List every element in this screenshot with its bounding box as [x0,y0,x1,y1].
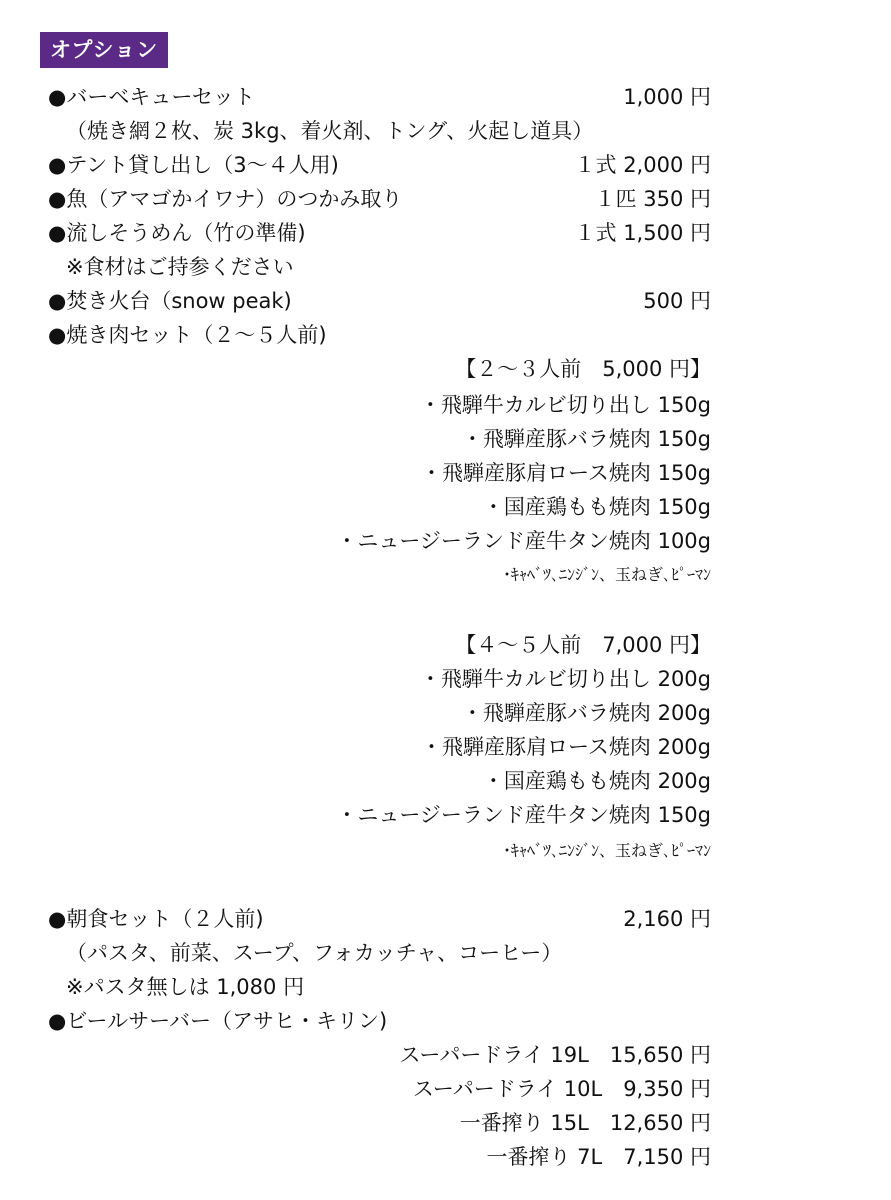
beer-option: 一番搾り 15L 12,650 円 [459,1111,711,1135]
item-fish-label: ●魚（アマゴかイワナ）のつかみ取り [48,187,403,211]
yakiniku-large-line: ・国産鶏もも焼肉 200g [482,769,711,793]
beer-label: ●ビールサーバー（アサヒ・キリン) [48,1009,388,1033]
item-yakiniku-label: ●焼き肉セット（２〜５人前) [48,323,327,347]
yakiniku-large-line: ・飛騨牛カルビ切り出し 200g [419,667,711,691]
item-bbq-label: ●バーベキューセット [48,85,255,109]
beer-option: スーパードライ 19L 15,650 円 [399,1043,711,1067]
item-somen-label: ●流しそうめん（竹の準備) [48,221,306,245]
item-tent-price: １式 2,000 円 [574,153,711,177]
breakfast-price: 2,160 円 [623,907,711,931]
breakfast-note-alt: ※パスタ無しは 1,080 円 [66,975,305,999]
item-tent-label: ●テント貸し出し（3〜４人用) [48,153,339,177]
item-somen-price: １式 1,500 円 [574,221,711,245]
item-bbq-note: （焼き網２枚、炭 3kg、着火剤、トング、火起し道具） [66,119,594,143]
yakiniku-small-line: ・飛騨牛カルビ切り出し 150g [419,393,711,417]
yakiniku-small-title: 【２〜３人前 5,000 円】 [455,357,711,381]
breakfast-note: （パスタ、前菜、スープ、フォカッチャ、コーヒー） [66,941,563,965]
item-somen-note: ※食材はご持参ください [66,255,294,279]
item-bbq-price: 1,000 円 [623,85,711,109]
yakiniku-small-line: ・国産鶏もも焼肉 150g [482,495,711,519]
item-fish-price: １匹 350 円 [594,187,711,211]
yakiniku-large-line: ・飛騨産豚バラ焼肉 200g [461,701,711,725]
breakfast-label: ●朝食セット（２人前) [48,907,264,931]
beer-option: 一番搾り 7L 7,150 円 [486,1145,711,1169]
yakiniku-large-line: ・ニュージーランド産牛タン焼肉 150g [336,803,711,827]
yakiniku-small-line: ・ニュージーランド産牛タン焼肉 100g [336,529,711,553]
page-title: オプション [40,32,168,68]
yakiniku-large-line: ・飛騨産豚肩ロース焼肉 200g [420,735,711,759]
item-firepit-label: ●焚き火台（snow peak) [48,289,292,313]
item-firepit-price: 500 円 [643,289,711,313]
yakiniku-small-line: ・飛騨産豚肩ロース焼肉 150g [420,461,711,485]
beer-option: スーパードライ 10L 9,350 円 [412,1077,711,1101]
yakiniku-small-line: ・飛騨産豚バラ焼肉 150g [461,427,711,451]
yakiniku-small-veg: ･ｷｬﾍﾞﾂ､ﾆﾝｼﾞﾝ、玉ねぎ､ﾋﾟｰﾏﾝ [502,565,711,584]
yakiniku-large-veg: ･ｷｬﾍﾞﾂ､ﾆﾝｼﾞﾝ、玉ねぎ､ﾋﾟｰﾏﾝ [502,841,711,860]
yakiniku-large-title: 【４〜５人前 7,000 円】 [455,633,711,657]
